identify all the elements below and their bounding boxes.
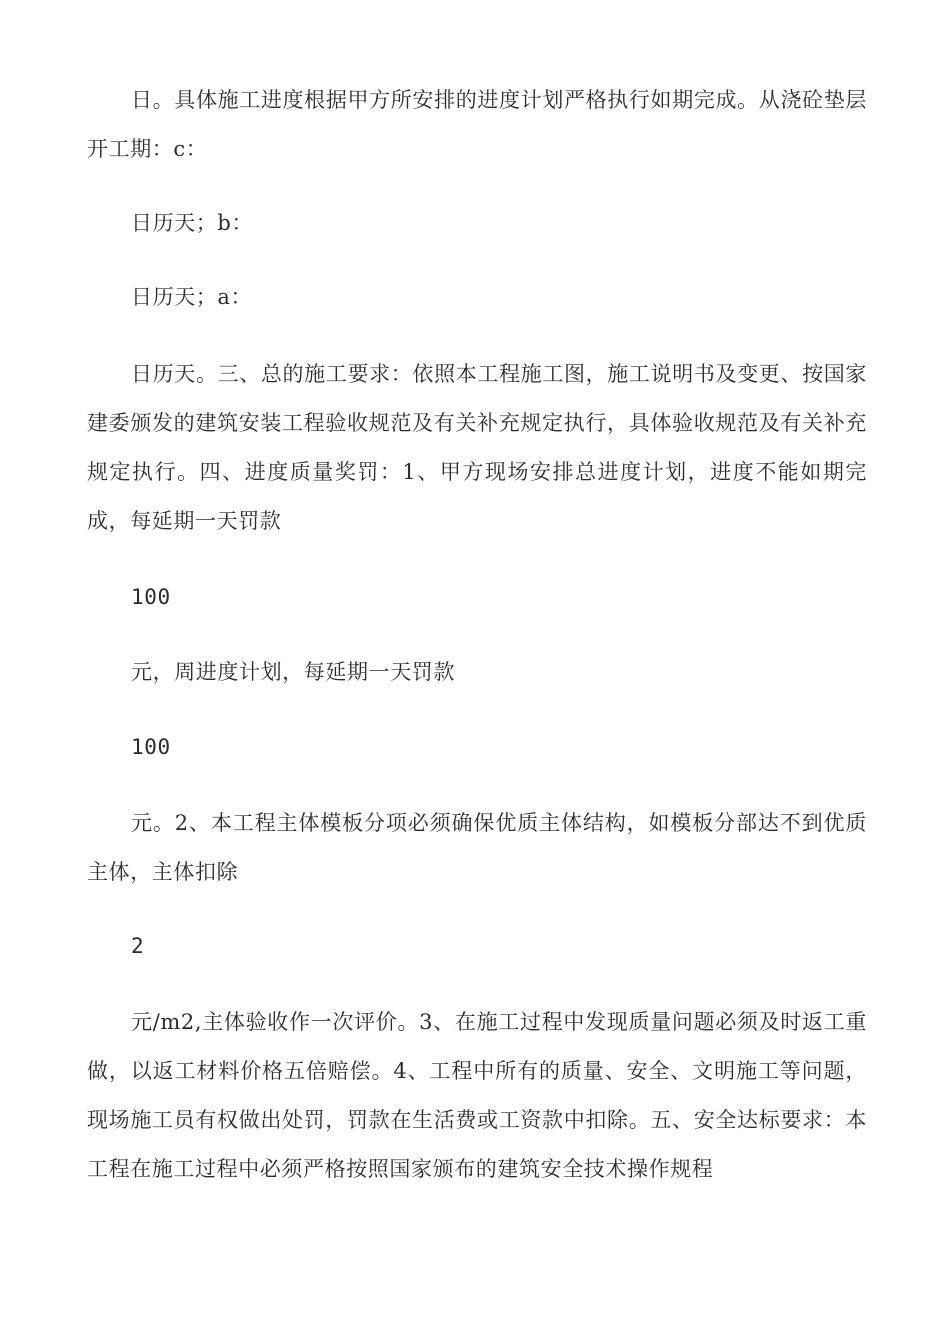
paragraph-1: 日。具体施工进度根据甲方所安排的进度计划严格执行如期完成。从浇砼垫层开工期：c： [87, 88, 867, 161]
paragraph-6: 元，周进度计划，每延期一天罚款 [131, 660, 455, 684]
paragraph-8: 元。2、本工程主体模板分项必须确保优质主体结构，如模板分部达不到优质主体，主体扣除 [87, 811, 867, 884]
paragraph-10: 元/m2,主体验收作一次评价。3、在施工过程中发现质量问题必须及时返工重做，以返工材料价格五倍赔偿。4、工程中所有的质量、安全、文明施工等问题，现场施工员有权做出处罚，罚款在生活费或工资款中扣除。五、安全达标要求：本工程在施工过程中必须严格按照国家颁布的建筑安全技术操作规程 [87, 1010, 867, 1181]
paragraph-2: 日历天；b： [131, 211, 254, 235]
paragraph-amount-3: 2 [131, 934, 145, 958]
paragraph-amount-1: 100 [131, 585, 171, 609]
paragraph-4: 日历天。三、总的施工要求：依照本工程施工图，施工说明书及变更、按国家建委颁发的建筑安装工程验收规范及有关补充规定执行，具体验收规范及有关补充规定执行。四、进度质量奖罚：1、甲方现场安排总进度计划，进度不能如期完成，每延期一天罚款 [87, 362, 867, 533]
paragraph-amount-2: 100 [131, 735, 171, 759]
paragraph-3: 日历天；a： [131, 285, 253, 309]
